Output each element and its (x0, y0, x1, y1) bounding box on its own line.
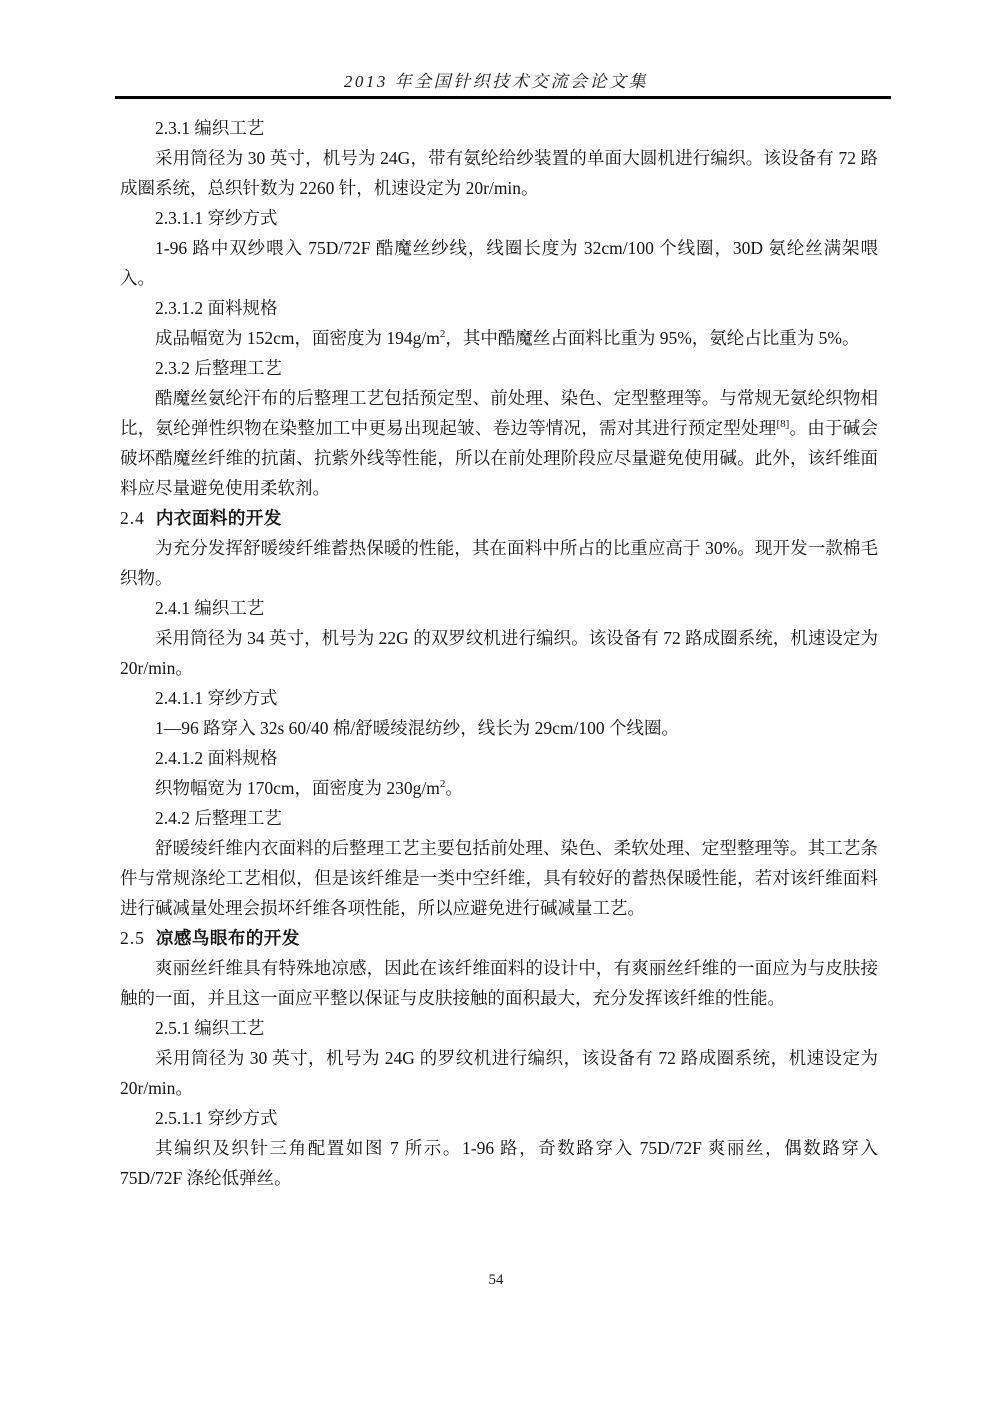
body-paragraph: 为充分发挥舒暖绫纤维蓄热保暖的性能，其在面料中所占的比重应高于 30%。现开发一款棉毛织物。 (120, 538, 878, 588)
running-head-title: 2013 年全国针织技术交流会论文集 (343, 72, 649, 91)
text-run: 。 (445, 778, 463, 798)
section-heading (120, 923, 878, 953)
subsection-heading: 2.3.1 编织工艺 (155, 118, 265, 138)
text-run: 。由于碱会破坏酷魔丝纤维的抗菌、抗紫外线等性能，所以在前处理阶段应尽量避免使用碱。此外，该纤维面料应尽量避免使用柔软剂。 (120, 418, 879, 498)
body-paragraph (120, 773, 878, 803)
section-heading (120, 503, 878, 533)
subsection-heading: 2.5.1.1 穿纱方式 (155, 1108, 278, 1128)
subsection-heading: 2.3.1.1 穿纱方式 (155, 208, 278, 228)
subsection-heading: 2.5.1 编织工艺 (155, 1018, 265, 1038)
subsection-heading: 2.3.2 后整理工艺 (155, 358, 282, 378)
body-paragraph (120, 323, 878, 353)
document-body (120, 113, 878, 1193)
section-number: 2.5 (120, 928, 145, 948)
body-paragraph: 其编织及织针三角配置如图 7 所示。1-96 路，奇数路穿入 75D/72F 爽丽丝，偶数路穿入 75D/72F 涤纶低弹丝。 (120, 1138, 878, 1188)
text-run: ，其中酷魔丝占面料比重为 95%，氨纶占比重为 5%。 (445, 328, 860, 348)
subsection-heading: 2.4.1.1 穿纱方式 (155, 688, 278, 708)
section-number: 2.4 (120, 508, 145, 528)
body-paragraph: 舒暖绫纤维内衣面料的后整理工艺主要包括前处理、染色、柔软处理、定型整理等。其工艺条件与常规涤纶工艺相似，但是该纤维是一类中空纤维，具有较好的蓄热保暖性能，若对该纤维面料进行碱减量处理会损坏纤维各项性能，所以应避免进行碱减量工艺。 (120, 838, 878, 918)
body-paragraph: 1—96 路穿入 32s 60/40 棉/舒暖绫混纺纱，线长为 29cm/100 个线圈。 (155, 718, 680, 738)
section-title: 凉感鸟眼布的开发 (155, 928, 300, 948)
text-run: 成品幅宽为 152cm，面密度为 194g/m (155, 328, 440, 348)
subsection-heading: 2.3.1.2 面料规格 (155, 298, 278, 318)
superscript-reference: 2 (439, 328, 446, 341)
body-paragraph (120, 383, 878, 503)
text-run: 酷魔丝氨纶汗布的后整理工艺包括预定型、前处理、染色、定型整理等。与常规无氨纶织物相比，氨纶弹性织物在染整加工中更易出现起皱、卷边等情况，需对其进行预定型处理 (120, 388, 878, 438)
superscript-reference: 2 (439, 778, 446, 791)
page-number: 54 (488, 1272, 504, 1288)
body-paragraph: 采用筒径为 34 英寸，机号为 22G 的双罗纹机进行编织。该设备有 72 路成圈系统，机速设定为 20r/min。 (120, 628, 878, 678)
body-paragraph: 采用筒径为 30 英寸，机号为 24G 的罗纹机进行编织，该设备有 72 路成圈系统，机速设定为 20r/min。 (120, 1048, 878, 1098)
subsection-heading: 2.4.2 后整理工艺 (155, 808, 282, 828)
subsection-heading: 2.4.1 编织工艺 (155, 598, 265, 618)
subsection-heading: 2.4.1.2 面料规格 (155, 748, 278, 768)
body-paragraph: 采用筒径为 30 英寸，机号为 24G，带有氨纶给纱装置的单面大圆机进行编织。该设备有 72 路成圈系统，总织针数为 2260 针，机速设定为 20r/min。 (120, 148, 878, 198)
text-run: 织物幅宽为 170cm，面密度为 230g/m (155, 778, 440, 798)
superscript-reference: [8] (776, 418, 790, 431)
section-title: 内衣面料的开发 (155, 508, 282, 528)
body-paragraph: 1-96 路中双纱喂入 75D/72F 酷魔丝纱线，线圈长度为 32cm/100 个线圈，30D 氨纶丝满架喂入。 (120, 238, 878, 288)
header-rule (115, 96, 891, 99)
body-paragraph: 爽丽丝纤维具有特殊地凉感，因此在该纤维面料的设计中，有爽丽丝纤维的一面应为与皮肤接触的一面，并且这一面应平整以保证与皮肤接触的面积最大，充分发挥该纤维的性能。 (120, 958, 878, 1008)
